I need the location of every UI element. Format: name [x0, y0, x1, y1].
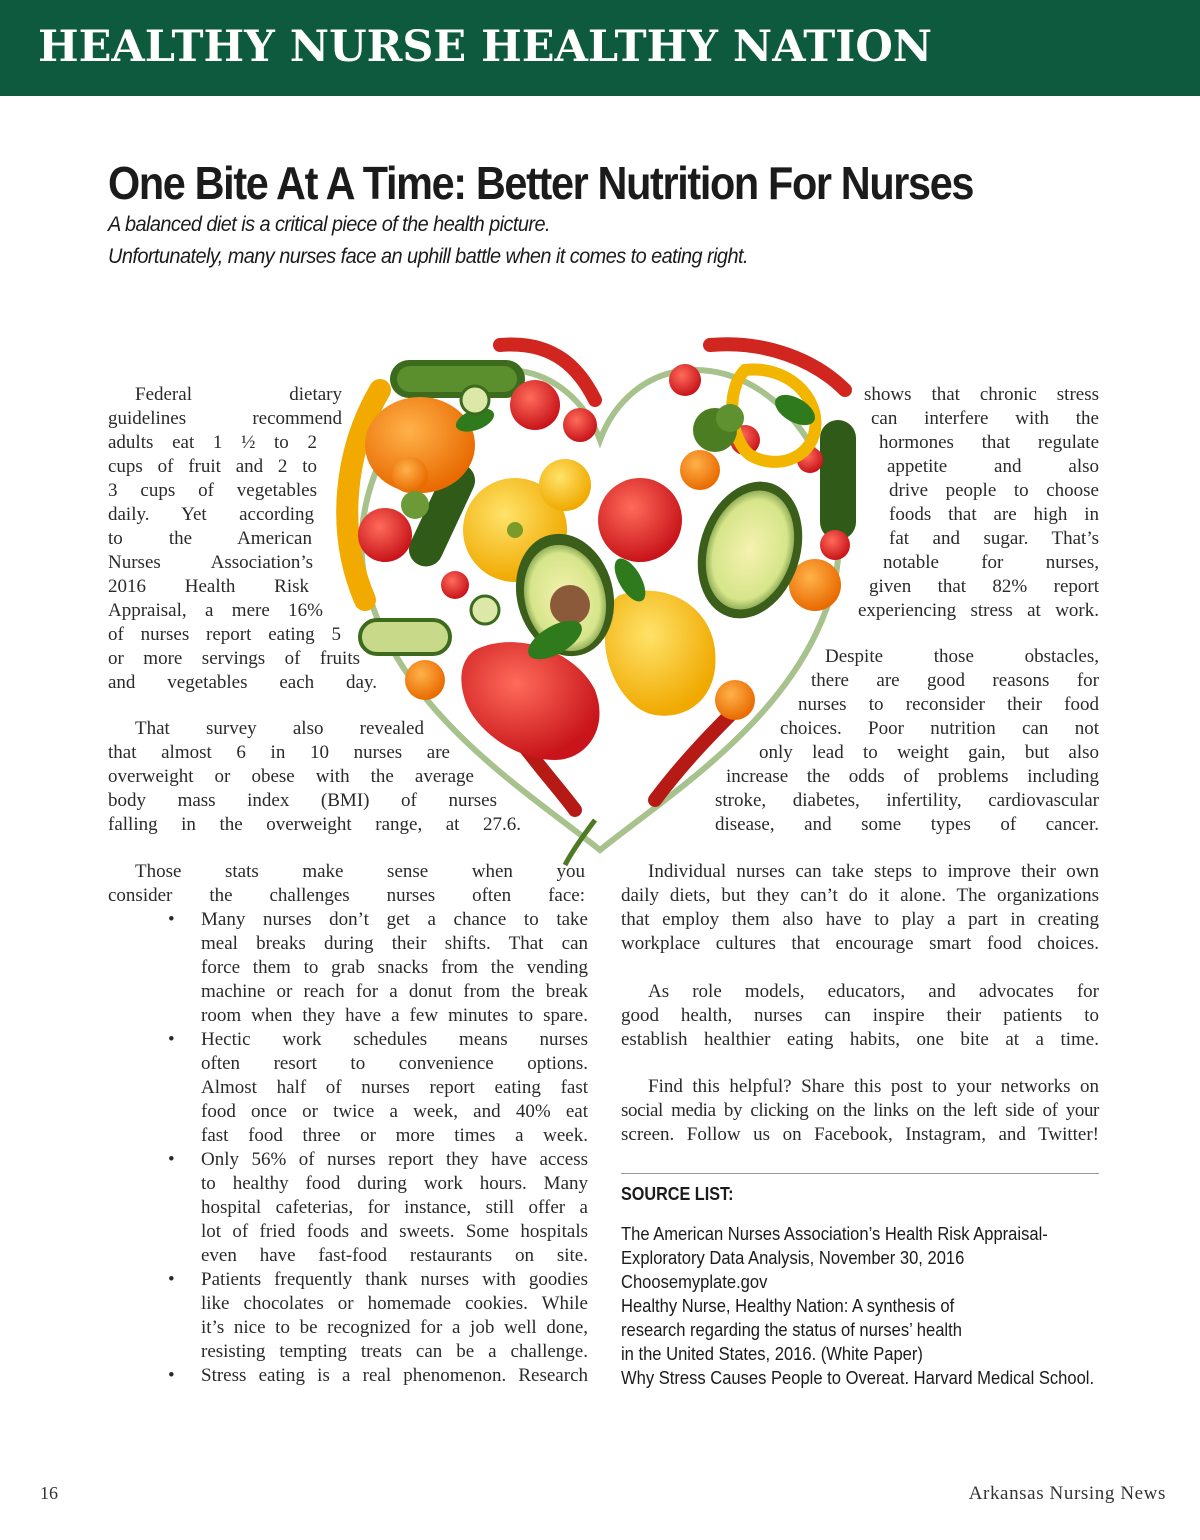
- source-line: Healthy Nurse, Healthy Nation: A synthesis of: [621, 1296, 955, 1316]
- page-number: 16: [40, 1483, 58, 1503]
- bullet-icon: •: [168, 1029, 175, 1050]
- publication-name: Arkansas Nursing News: [968, 1483, 1166, 1504]
- right-paragraph-4: As role models, educators, and advocates for good health, nurses can inspire their patients to establish healthier eating habits, one bite at a time.: [621, 981, 1099, 1050]
- list-item: • Many nurses don’t get a chance to take meal breaks during their shifts. That can force them to grab snacks from the vending machine or reach for a donut from the break room when they have a few minutes to spare.: [168, 909, 588, 1026]
- bullet-icon: •: [168, 1149, 175, 1170]
- section-banner: [0, 0, 1200, 96]
- right-paragraph-5: Find this helpful? Share this post to your networks on social media by clicking on the links on the left side of your screen. Follow us on Facebook, Instagram, and Twitter!: [621, 1076, 1099, 1145]
- challenges-list: [108, 908, 588, 1388]
- divider: [621, 1173, 1099, 1174]
- article-subtitle-2: Unfortunately, many nurses face an uphill battle when it comes to eating right.: [108, 245, 748, 268]
- list-item: • Only 56% of nurses report they have access to healthy food during work hours. Many hospital cafeterias, for instance, still offer a lot of fried foods and sweets. Some hospitals even have fast-food restaurants on site.: [168, 1149, 588, 1266]
- source-line: Exploratory Data Analysis, November 30, 2016: [621, 1248, 965, 1268]
- bullet-icon: •: [168, 1269, 175, 1290]
- source-list: [621, 1222, 1135, 1390]
- source-line: research regarding the status of nurses’ health: [621, 1320, 962, 1340]
- right-paragraph-3: Individual nurses can take steps to improve their own daily diets, but they can’t do it alone. The organizations that employ them also have to play a part in creating workplace cultures that encourage smart food choices.: [621, 861, 1099, 954]
- source-line: Choosemyplate.gov: [621, 1272, 768, 1292]
- source-line: in the United States, 2016. (White Paper): [621, 1344, 923, 1364]
- right-paragraph-1: shows that chronic stress can interfere with the hormones that regulate appetite and also drive people to choose foods that are high in fat and sugar. That’s notable for nurses, given that 82% report experiencing stress at work.: [858, 384, 1099, 621]
- source-list-heading: SOURCE LIST:: [621, 1184, 734, 1204]
- list-item: • Hectic work schedules means nurses often resort to convenience options. Almost half of nurses report eating fast food once or twice a week, and 40% eat fast food three or more times a week.: [168, 1029, 588, 1146]
- section-title: HEALTHY NURSE HEALTHY NATION: [38, 22, 933, 72]
- left-paragraph-2: That survey also revealed that almost 6 in 10 nurses are overweight or obese with the average body mass index (BMI) of nurses falling in the overweight range, at 27.6.: [108, 718, 521, 835]
- list-item: • Patients frequently thank nurses with goodies like chocolates or homemade cookies. While it’s nice to be recognized for a job well done, resisting tempting treats can be a challenge.: [168, 1269, 588, 1362]
- left-paragraph-1: Federal dietary guidelines recommend: [108, 384, 342, 429]
- article-title: One Bite At A Time: Better Nutrition For Nurses: [108, 157, 974, 209]
- left-paragraph-3: Those stats make sense when you consider the challenges nurses often face:: [108, 861, 585, 906]
- right-paragraph-2: Despite those obstacles, there are good reasons for nurses to reconsider their food choices. Poor nutrition can not only lead to weight gain, but also increase the odds of problems including stroke, diabetes, infertility, cardiovascular disease, and some types of cancer.: [715, 646, 1099, 835]
- bullet-icon: •: [168, 1365, 175, 1386]
- article-subtitle-1: A balanced diet is a critical piece of the health picture.: [108, 213, 550, 236]
- list-item: • Stress eating is a real phenomenon. Research: [168, 1365, 588, 1386]
- source-line: The American Nurses Association’s Health Risk Appraisal-: [621, 1224, 1048, 1244]
- left-paragraph-1-wrap: adults eat 1 ½ to 2 cups of fruit and 2 to 3 cups of vegetables daily. Yet according to the American Nurses Association’s 2016 Health Risk Appraisal, a mere 16% of nurses report eating 5 or more servings of fruits and vegetables each day.: [108, 432, 377, 693]
- source-line: Why Stress Causes People to Overeat. Harvard Medical School.: [621, 1368, 1095, 1388]
- bullet-icon: •: [168, 909, 175, 930]
